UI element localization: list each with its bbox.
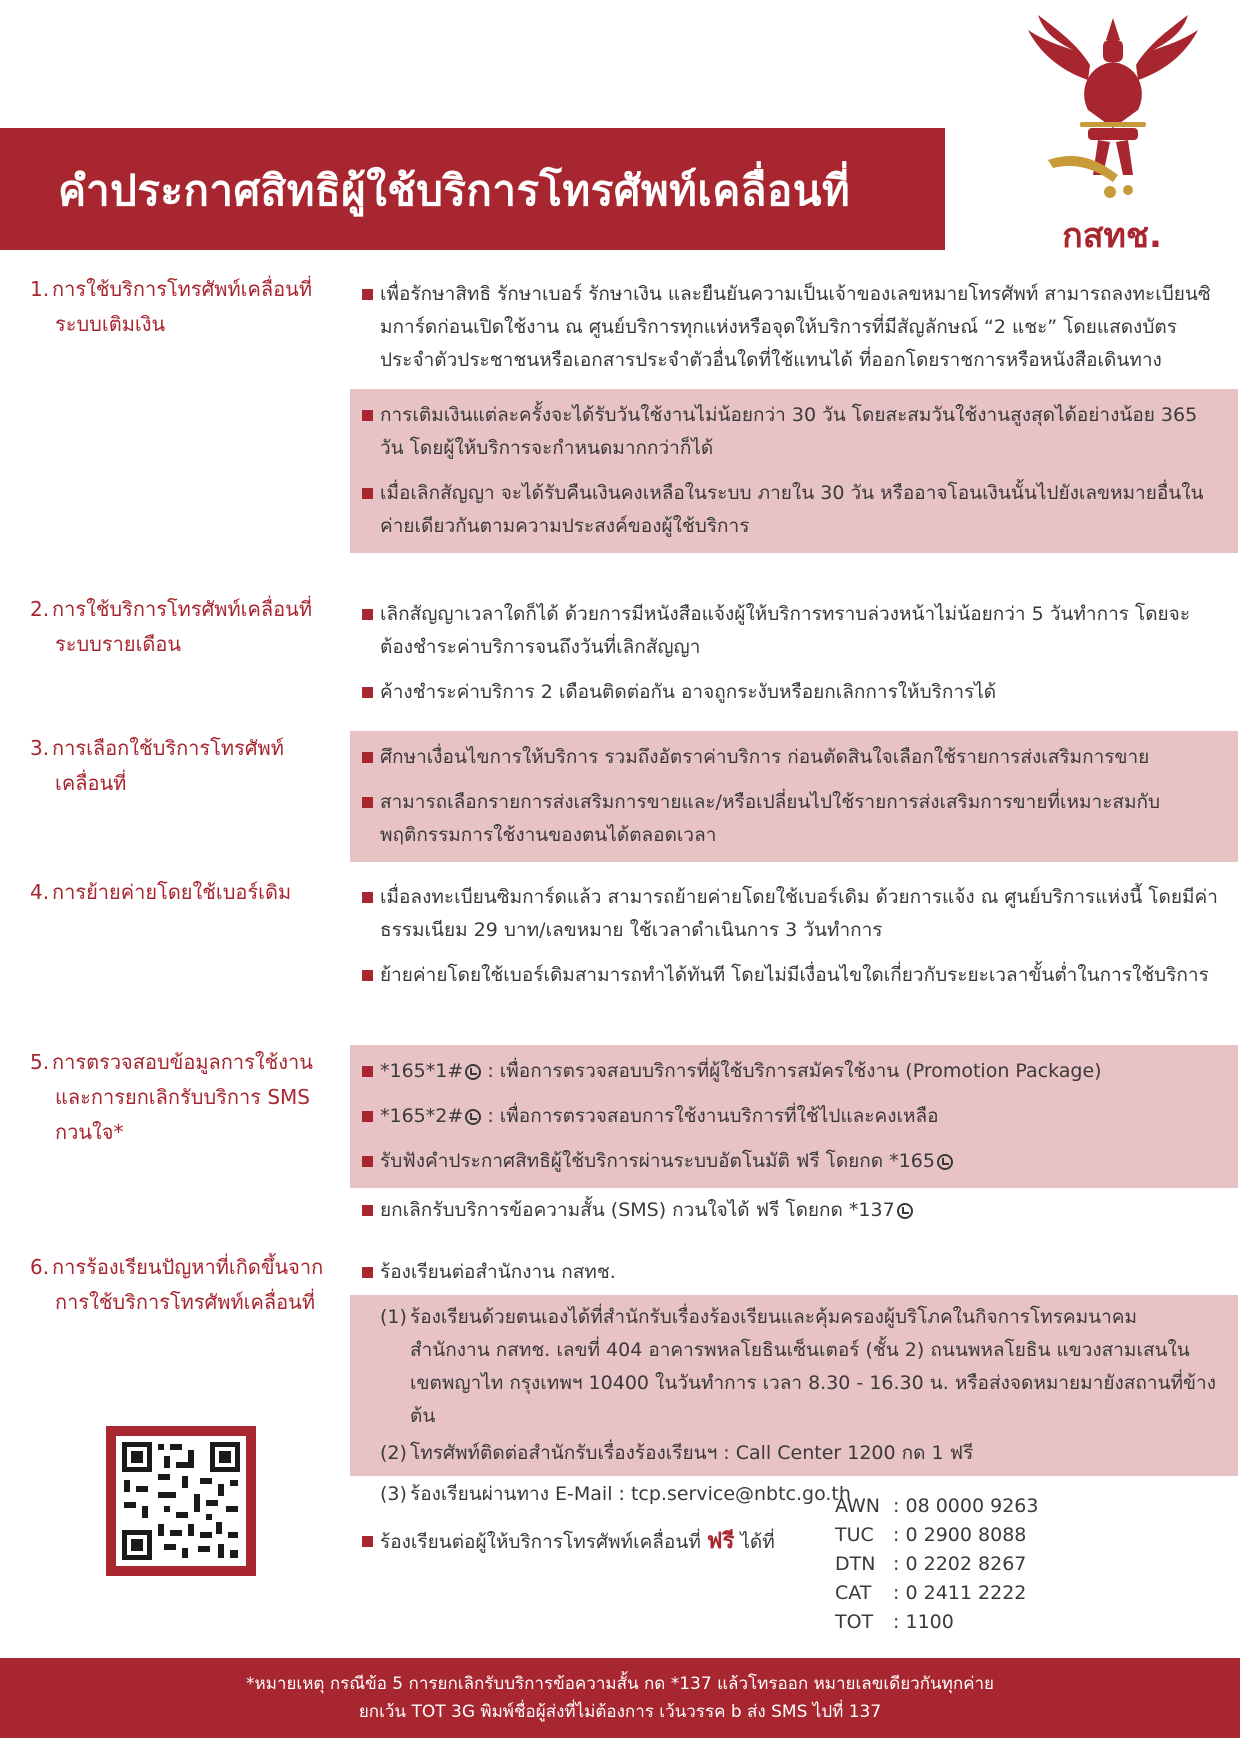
phone-icon [465,1109,481,1125]
contact-row: DTN : 0 2202 8267 [835,1553,1027,1575]
footer-note [0,1658,1240,1738]
list-item: รับฟังคำประกาศสิทธิผู้ใช้บริการผ่านระบบอัตโนมัติ ฟรี โดยกด *165 [350,1139,1238,1184]
list-item: ร้องเรียนต่อสำนักงาน กสทช. [350,1250,1238,1295]
footer-line: ยกเว้น TOT 3G พิมพ์ชื่อผู้ส่งที่ไม่ต้องการ เว้นวรรค b ส่ง SMS ไปที่ 137 [358,1702,882,1722]
section-title: 2. การใช้บริการโทรศัพท์เคลื่อนที่ ระบบรายเดือน [30,597,313,656]
list-item: เมื่อลงทะเบียนซิมการ์ดแล้ว สามารถย้ายค่ายโดยใช้เบอร์เดิม ด้วยการแจ้ง ณ ศูนย์บริการแห่งนี้ โดยมีค่าธรรมเนียม 29 บาท/เลขหมาย ใช้เวลาดำเนินการ 3 วันทำการ [350,875,1238,953]
section-title: 3. การเลือกใช้บริการโทรศัพท์ เคลื่อนที่ [30,736,284,795]
contact-row: TOT : 1100 [835,1611,954,1633]
operator-contacts [835,1492,1038,1637]
list-item: ยกเลิกรับบริการข้อความสั้น (SMS) กวนใจได้ ฟรี โดยกด *137 [350,1188,1238,1233]
list-item: เลิกสัญญาเวลาใดก็ได้ ด้วยการมีหนังสือแจ้งผู้ให้บริการทราบล่วงหน้าไม่น้อยกว่า 5 วันทำการ โดยจะต้องชำระค่าบริการจนถึงวันที่เลิกสัญญา [350,592,1238,670]
section-title: 5. การตรวจสอบข้อมูลการใช้งาน และการยกเลิกรับบริการ SMS กวนใจ* [30,1050,313,1144]
sub-item: (3) ร้องเรียนผ่านทาง E-Mail : tcp.service@nbtc.go.th [380,1483,851,1505]
logo-text: กสทช. [1062,216,1162,256]
qr-code[interactable] [106,1426,256,1576]
phone-icon [465,1064,481,1080]
garuda-icon [1018,10,1208,210]
list-item: *165*1# : เพื่อการตรวจสอบบริการที่ผู้ใช้บริการสมัครใช้งาน (Promotion Package) [350,1049,1238,1094]
highlight-block [350,389,1238,553]
list-item: ย้ายค่ายโดยใช้เบอร์เดิมสามารถทำได้ทันที โดยไม่มีเงื่อนไขใดเกี่ยวกับระยะเวลาขั้นต่ำในการใช้บริการ [350,953,1238,998]
list-item: *165*2# : เพื่อการตรวจสอบการใช้งานบริการที่ใช้ไปและคงเหลือ [350,1094,1238,1139]
contact-row: CAT : 0 2411 2222 [835,1582,1027,1604]
contact-row: TUC : 0 2900 8088 [835,1524,1027,1546]
list-item: สามารถเลือกรายการส่งเสริมการขายและ/หรือเปลี่ยนไปใช้รายการส่งเสริมการขายที่เหมาะสมกับพฤติกรรมการใช้งานของตนได้ตลอดเวลา [350,780,1238,858]
list-item: ศึกษาเงื่อนไขการให้บริการ รวมถึงอัตราค่าบริการ ก่อนตัดสินใจเลือกใช้รายการส่งเสริมการขาย [350,735,1238,780]
highlight-block [350,1295,1238,1476]
list-item: ค้างชำระค่าบริการ 2 เดือนติดต่อกัน อาจถูกระงับหรือยกเลิกการให้บริการได้ [350,670,1238,715]
highlight-block [350,1045,1238,1188]
list-item: การเติมเงินแต่ละครั้งจะได้รับวันใช้งานไม่น้อยกว่า 30 วัน โดยสะสมวันใช้งานสูงสุดได้อย่างน้อย 365 วัน โดยผู้ให้บริการจะกำหนดมากกว่าก็ได้ [350,393,1238,471]
list-item: ร้องเรียนต่อผู้ให้บริการโทรศัพท์เคลื่อนที่ ฟรี ได้ที่ [350,1519,1238,1565]
qr-code-icon [116,1436,246,1566]
list-item: เมื่อเลิกสัญญา จะได้รับคืนเงินคงเหลือในระบบ ภายใน 30 วัน หรืออาจโอนเงินนั้นไปยังเลขหมายอื่นในค่ายเดียวกันตามความประสงค์ของผู้ใช้บริการ [350,471,1238,549]
phone-icon [937,1154,953,1170]
title-bar [0,128,945,250]
list-item: เพื่อรักษาสิทธิ รักษาเบอร์ รักษาเงิน และยืนยันความเป็นเจ้าของเลขหมายโทรศัพท์ สามารถลงทะเบียนซิมการ์ดก่อนเปิดใช้งาน ณ ศูนย์บริการทุกแห่งหรือจุดให้บริการที่มีสัญลักษณ์ “2 แชะ” โดยแสดงบัตรประจำตัวประชาชนหรือเอกสารประจำตัวอื่นใดที่ใช้แทนได้ ที่ออกโดยราชการหรือหนังสือเดินทาง [350,272,1238,383]
section-title: 6. การร้องเรียนปัญหาที่เกิดขึ้นจาก การใช้บริการโทรศัพท์เคลื่อนที่ [30,1255,324,1314]
contact-row: AWN : 08 0000 9263 [835,1495,1039,1517]
sub-item: (1) ร้องเรียนด้วยตนเองได้ที่สำนักรับเรื่องร้องเรียนและคุ้มครองผู้บริโภคในกิจการโทรคมนาคม สำนักงาน กสทช. เลขที่ 404 อาคารพหลโยธินเซ็นเตอร์ (ชั้น 2) ถนนพหลโยธิน แขวงสามเสนใน เขตพญาไท กรุงเทพฯ 10400 ในวันทำการ เวลา 8.30 - 16.30 น. หรือส่งจดหมายมายังสถานที่ข้างต้น [380,1306,1216,1427]
highlight-block [350,731,1238,862]
phone-icon [897,1203,913,1219]
section-title: 1. การใช้บริการโทรศัพท์เคลื่อนที่ ระบบเติมเงิน [30,277,313,336]
footer-line: *หมายเหตุ กรณีข้อ 5 การยกเลิกรับบริการข้อความสั้น กด *137 แล้วโทรออก หมายเลขเดียวกันทุกค่าย [246,1674,994,1694]
page-title: คำประกาศสิทธิผู้ใช้บริการโทรศัพท์เคลื่อนที่ [58,166,851,215]
section-title: 4. การย้ายค่ายโดยใช้เบอร์เดิม [30,880,292,904]
sub-item: (2) โทรศัพท์ติดต่อสำนักรับเรื่องร้องเรียนฯ : Call Center 1200 กด 1 ฟรี [380,1442,974,1464]
